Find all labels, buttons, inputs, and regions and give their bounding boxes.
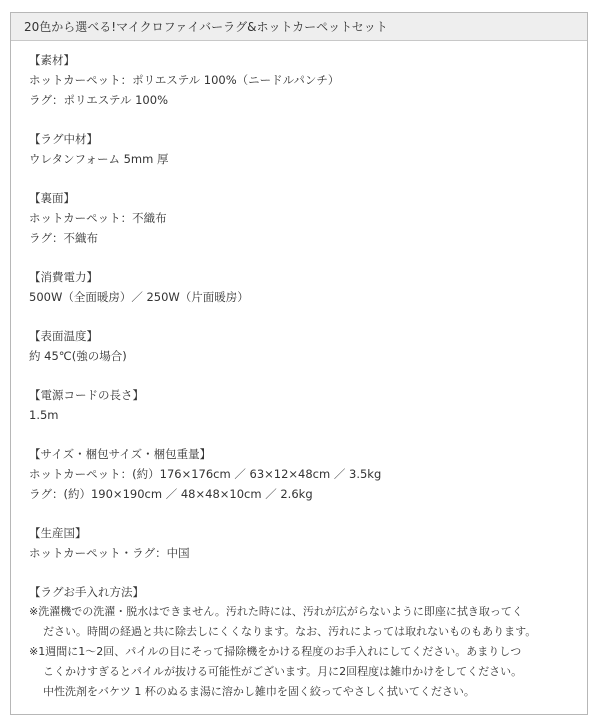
section-heading: 【ラグ中材】 bbox=[29, 132, 98, 146]
section-line: ホットカーペット：(約）176×176cm ／ 63×12×48cm ／ 3.5kg bbox=[29, 467, 382, 481]
spec-panel bbox=[10, 12, 588, 715]
section-heading: 【表面温度】 bbox=[29, 329, 98, 343]
panel-title: 20色から選べる!マイクロファイバーラグ&ホットカーペットセット bbox=[11, 13, 587, 41]
section-material bbox=[29, 50, 587, 110]
section-line: ラグ：不織布 bbox=[29, 231, 98, 245]
section-heading: 【サイズ・梱包サイズ・梱包重量】 bbox=[29, 447, 212, 461]
section-line: 約 45℃(強の場合) bbox=[29, 349, 127, 363]
section-line: ホットカーペット：ポリエステル 100%（ニードルパンチ） bbox=[29, 73, 340, 87]
section-backing bbox=[29, 188, 587, 248]
care-note-continued: ださい。時間の経過と共に除去しにくくなります。なお、汚れによっては取れないものもあります。 bbox=[43, 625, 537, 638]
section-filling bbox=[29, 129, 587, 169]
section-heading: 【ラグお手入れ方法】 bbox=[29, 585, 144, 599]
section-line: ラグ：(約）190×190cm ／ 48×48×10cm ／ 2.6kg bbox=[29, 487, 313, 501]
section-heading: 【素材】 bbox=[29, 53, 75, 67]
section-heading: 【消費電力】 bbox=[29, 270, 98, 284]
section-power bbox=[29, 267, 587, 307]
section-line: ウレタンフォーム 5mm 厚 bbox=[29, 152, 169, 166]
section-heading: 【電源コードの長さ】 bbox=[29, 388, 144, 402]
care-note: ※洗濯機での洗濯・脱水はできません。汚れた時には、汚れが広がらないように即座に拭き取ってく bbox=[29, 605, 523, 618]
section-line: ホットカーペット：不織布 bbox=[29, 211, 167, 225]
section-line: 500W（全面暖房）／ 250W（片面暖房） bbox=[29, 290, 249, 304]
section-cord-length bbox=[29, 385, 587, 425]
section-size bbox=[29, 444, 587, 504]
section-line: 1.5m bbox=[29, 408, 59, 422]
section-temperature bbox=[29, 326, 587, 366]
care-note-continued: 中性洗剤をバケツ 1 杯のぬるま湯に溶かし雑巾を固く絞ってやさしく拭いてください。 bbox=[43, 685, 475, 698]
spec-content bbox=[11, 41, 587, 702]
section-origin bbox=[29, 523, 587, 563]
section-care bbox=[29, 582, 587, 702]
care-note-continued: こくかけすぎるとパイルが抜ける可能性がございます。月に2回程度は雑巾かけをしてください。 bbox=[43, 665, 523, 678]
section-line: ホットカーペット・ラグ：中国 bbox=[29, 546, 190, 560]
care-note: ※1週間に1～2回、パイルの目にそって掃除機をかける程度のお手入れにしてください。あまりしつ bbox=[29, 645, 522, 658]
section-heading: 【裏面】 bbox=[29, 191, 75, 205]
section-heading: 【生産国】 bbox=[29, 526, 87, 540]
section-line: ラグ：ポリエステル 100% bbox=[29, 93, 168, 107]
